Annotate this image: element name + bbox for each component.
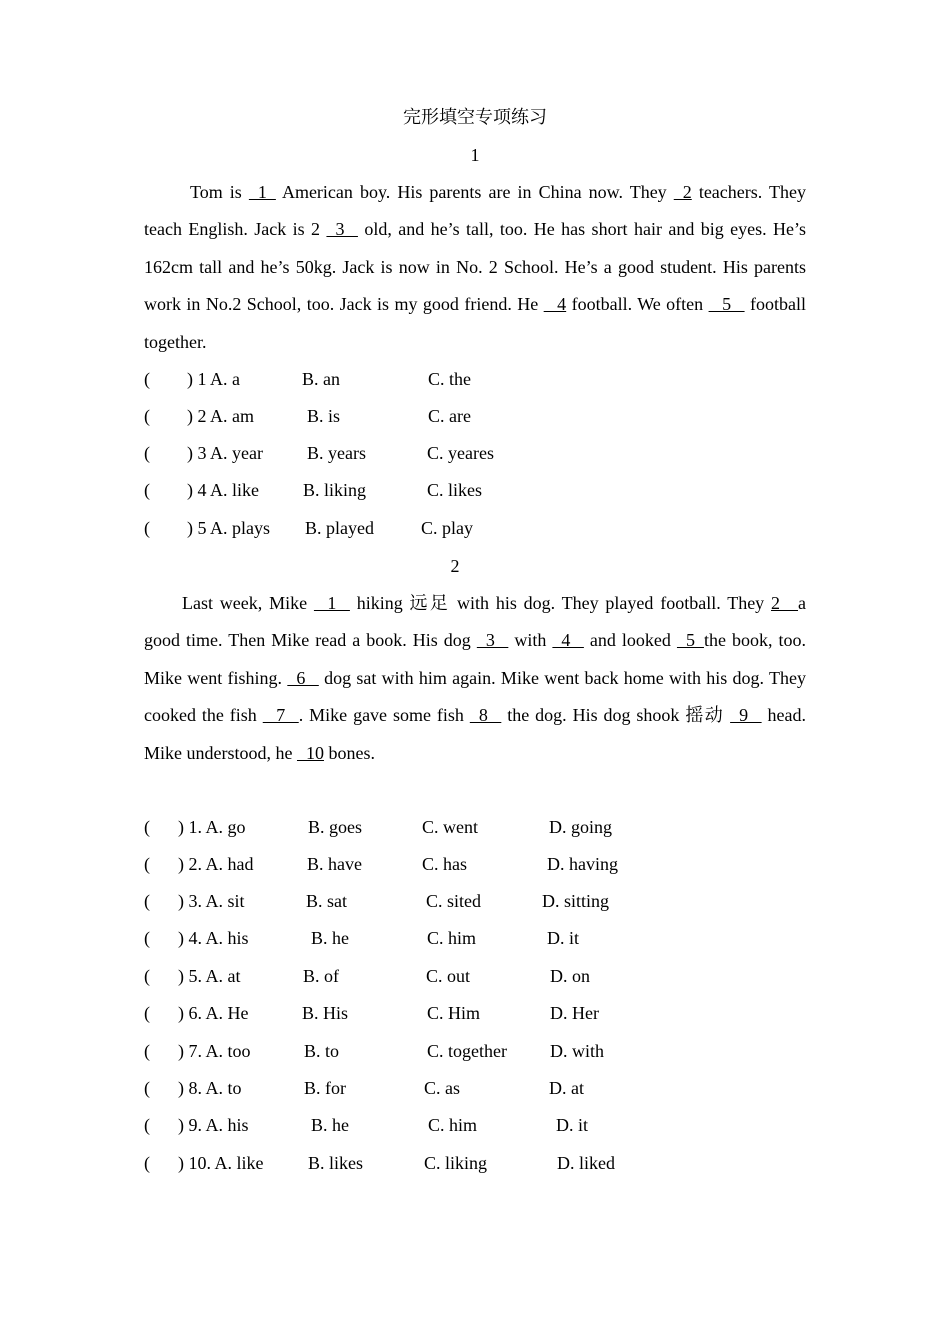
answer-paren[interactable]: ( bbox=[144, 966, 150, 986]
option-c: C. him bbox=[427, 928, 477, 948]
option-b: B. likes bbox=[308, 1153, 364, 1173]
passage-text: the dog. His dog shook 摇动 bbox=[501, 705, 731, 726]
option-d: D. with bbox=[550, 1041, 604, 1061]
option-c: C. likes bbox=[427, 480, 483, 500]
blank-5: 5 bbox=[676, 630, 704, 651]
answer-paren[interactable]: ( bbox=[144, 518, 150, 538]
option-c: C. went bbox=[422, 817, 478, 837]
option-b: B. His bbox=[302, 1003, 349, 1023]
option-a: ) 6. A. He bbox=[178, 1003, 249, 1023]
option-b: B. of bbox=[303, 966, 339, 986]
passage-text: Tom is bbox=[190, 182, 249, 202]
page-title: 完形填空专项练习 bbox=[403, 107, 547, 127]
blank-4: 4 bbox=[552, 630, 584, 651]
passage-text: head. Mike understood, he bbox=[144, 705, 807, 763]
option-a: ) 3 A. year bbox=[187, 443, 263, 463]
passage-text: . Mike gave some fish bbox=[298, 705, 470, 726]
option-b: B. sat bbox=[306, 891, 348, 911]
passage-text: the book, too. Mike went fishing. bbox=[144, 630, 806, 688]
blank-3: 3 bbox=[326, 219, 358, 240]
blank-1: 1 bbox=[313, 593, 350, 613]
option-b: B. to bbox=[304, 1041, 340, 1061]
section-2-number: 2 bbox=[450, 556, 460, 576]
option-c: C. Him bbox=[427, 1003, 481, 1023]
option-d: D. sitting bbox=[542, 891, 610, 911]
section-1-number: 1 bbox=[470, 145, 480, 165]
passage-text: dog sat with him again. Mike went back home with his dog. They cooked the fish bbox=[144, 667, 806, 726]
option-a: ) 2. A. had bbox=[178, 854, 254, 874]
option-c: C. as bbox=[424, 1078, 460, 1098]
option-a: ) 5 A. plays bbox=[187, 518, 270, 538]
passage-text: hiking 远足 with his dog. They played football. They bbox=[349, 593, 772, 613]
blank-1: 1 bbox=[248, 182, 276, 202]
option-c: C. him bbox=[428, 1115, 478, 1135]
passage-text: teachers. They teach English. Jack is 2 bbox=[144, 182, 806, 240]
option-c: C. the bbox=[428, 369, 471, 389]
passage-text: a good time. Then Mike read a book. His dog bbox=[144, 593, 807, 651]
answer-paren[interactable]: ( bbox=[144, 369, 150, 389]
passage-text: football. We often bbox=[566, 294, 709, 315]
blank-2: 2 bbox=[771, 593, 799, 613]
answer-paren[interactable]: ( bbox=[144, 817, 150, 837]
passage-text: Last week, Mike bbox=[182, 593, 314, 613]
option-c: C. out bbox=[426, 966, 471, 986]
option-a: ) 4. A. his bbox=[178, 928, 249, 948]
blank-4: 4 bbox=[543, 294, 567, 315]
option-a: ) 7. A. too bbox=[178, 1041, 251, 1061]
option-b: B. have bbox=[307, 854, 362, 874]
option-c: C. liking bbox=[424, 1153, 488, 1173]
option-a: ) 9. A. his bbox=[178, 1115, 249, 1135]
option-b: B. liking bbox=[303, 480, 367, 500]
blank-5: 5 bbox=[708, 294, 745, 315]
option-b: B. goes bbox=[308, 817, 362, 837]
answer-paren[interactable]: ( bbox=[144, 443, 150, 463]
passage-text: with bbox=[508, 630, 553, 651]
blank-6: 6 bbox=[287, 667, 319, 688]
option-b: B. he bbox=[311, 928, 349, 948]
answer-paren[interactable]: ( bbox=[144, 406, 150, 426]
option-b: B. an bbox=[302, 369, 340, 389]
option-d: D. Her bbox=[550, 1003, 599, 1023]
answer-paren[interactable]: ( bbox=[144, 1153, 150, 1173]
option-a: ) 2 A. am bbox=[187, 406, 254, 426]
option-c: C. are bbox=[428, 406, 471, 426]
answer-paren[interactable]: ( bbox=[144, 928, 150, 948]
blank-9: 9 bbox=[730, 705, 762, 726]
option-d: D. it bbox=[556, 1115, 589, 1135]
passage-text: and looked bbox=[583, 630, 677, 651]
passage-text: American boy. His parents are in China now. They bbox=[275, 182, 674, 202]
option-c: C. yeares bbox=[427, 443, 494, 463]
option-a: ) 1 A. a bbox=[187, 369, 240, 389]
option-b: B. years bbox=[307, 443, 366, 463]
section-2-passage bbox=[144, 585, 806, 772]
option-c: C. has bbox=[422, 854, 467, 874]
option-d: D. at bbox=[549, 1078, 584, 1098]
passage-text: football together. bbox=[144, 294, 806, 352]
answer-paren[interactable]: ( bbox=[144, 1003, 150, 1023]
option-b: B. he bbox=[311, 1115, 349, 1135]
option-a: ) 5. A. at bbox=[178, 966, 241, 986]
section-1-passage bbox=[144, 174, 806, 361]
option-c: C. sited bbox=[426, 891, 482, 911]
option-d: D. it bbox=[547, 928, 580, 948]
blank-7: 7 bbox=[262, 705, 299, 726]
answer-paren[interactable]: ( bbox=[144, 1115, 150, 1135]
passage-text: old, and he’s tall, too. He has short hair and big eyes. He’s 162cm tall and he’s 50kg. Jack is now in No. 2 School. He’s a good student. His parents work in No.2 School, too. Jack is my good friend. He bbox=[144, 219, 806, 315]
option-a: ) 10. A. like bbox=[178, 1153, 264, 1173]
option-a: ) 4 A. like bbox=[187, 480, 259, 500]
answer-paren[interactable]: ( bbox=[144, 854, 150, 874]
answer-paren[interactable]: ( bbox=[144, 1041, 150, 1061]
option-d: D. going bbox=[549, 817, 612, 837]
option-c: C. play bbox=[421, 518, 473, 538]
blank-8: 8 bbox=[469, 705, 502, 726]
blank-2: 2 bbox=[673, 182, 692, 202]
option-d: D. on bbox=[550, 966, 590, 986]
option-b: B. for bbox=[304, 1078, 346, 1098]
option-c: C. together bbox=[427, 1041, 507, 1061]
option-a: ) 8. A. to bbox=[178, 1078, 242, 1098]
passage-text: bones. bbox=[323, 742, 375, 763]
answer-paren[interactable]: ( bbox=[144, 1078, 150, 1098]
blank-3: 3 bbox=[476, 630, 509, 651]
blank-10: 10 bbox=[296, 742, 324, 763]
option-b: B. is bbox=[307, 406, 341, 426]
answer-paren[interactable]: ( bbox=[144, 480, 150, 500]
option-a: ) 3. A. sit bbox=[178, 891, 245, 911]
answer-paren[interactable]: ( bbox=[144, 891, 150, 911]
option-b: B. played bbox=[305, 518, 374, 538]
option-d: D. having bbox=[547, 854, 618, 874]
option-d: D. liked bbox=[557, 1153, 615, 1173]
option-a: ) 1. A. go bbox=[178, 817, 246, 837]
